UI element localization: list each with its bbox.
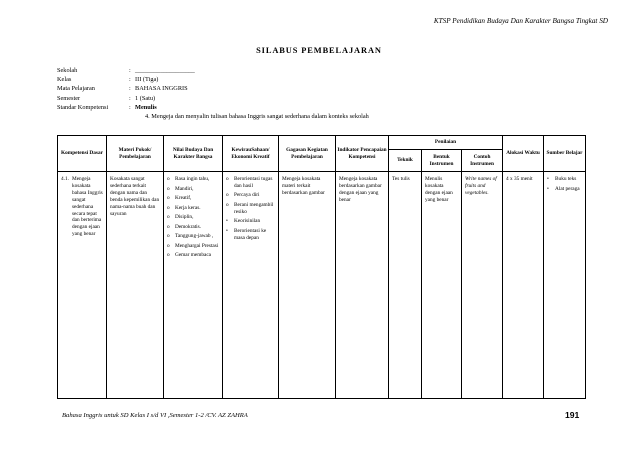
- info-block: [57, 66, 369, 121]
- cell-sumber: [544, 172, 586, 399]
- header-kompetensi-dasar: Kompetensi Dasar: [58, 136, 107, 172]
- info-label: Kelas: [57, 76, 72, 84]
- info-value: III (Tiga): [135, 76, 159, 84]
- cell-bentuk: Menulis kosakata dengan ejaan yang benar: [422, 172, 462, 399]
- kewirausahaan-list: [226, 176, 276, 242]
- info-label: Standar Kompetensi: [57, 103, 109, 111]
- sumber-list: [547, 176, 583, 192]
- list-item: o Kreatif,: [167, 195, 192, 201]
- info-value: 1 (Satu): [135, 94, 156, 102]
- cell-materi: Kosakata sangat sederhana terkait dengan nama dan benda kepemilikan dan nama-nama buah dan sayuran: [107, 172, 164, 399]
- info-mata-pelajaran: Mata Pelajaran : BAHASA INGGRIS: [57, 85, 188, 93]
- header-kewirausahaan: KewirauSahaan/ Ekonomi Kreatif: [223, 136, 279, 172]
- info-kelas: Kelas : III (Tiga): [57, 76, 159, 84]
- header-materi: Materi Pokok/ Pembelajaran: [107, 136, 164, 172]
- list-item: o Disiplin,: [167, 214, 194, 220]
- header-sumber: Sumber Belajar: [544, 136, 586, 172]
- list-item: o Kerja keras.: [167, 204, 201, 211]
- header-gagasan: Gagasan Kegiatan Pembelajaran: [279, 136, 336, 172]
- table-row: [58, 172, 586, 399]
- list-item: o Tanggung-jawab ,: [167, 233, 214, 239]
- list-item: • Buku teks: [547, 176, 577, 182]
- info-value: ___________________: [135, 67, 195, 74]
- info-value: BAHASA INGGRIS: [135, 85, 188, 93]
- kd-text: Mengeja kosakata bahasa Inggris sangat sederhana secara tepat dan berterima dengan ejaan yang benar: [72, 176, 103, 238]
- list-item: o Berani mengambil resiko: [226, 201, 274, 215]
- list-item: o Berorientasi tugas dan hasil: [226, 176, 273, 189]
- cell-teknik: Tes tulis: [389, 172, 422, 399]
- info-sekolah: Sekolah : ___________________: [57, 67, 195, 74]
- info-label: Sekolah: [57, 67, 78, 74]
- cell-gagasan: Mengeja kosakata materi terkait berdasarkan gambar: [279, 172, 336, 399]
- footer-text: Bahasa Inggris untuk SD Kelas I s/d VI ,Semester 1-2 /CV. AZ ZAHRA: [62, 412, 248, 419]
- header-note: KTSP Pendidikan Budaya Dan Karakter Bangsa Tingkat SD: [433, 17, 608, 25]
- table-bottom-border: [58, 398, 586, 399]
- page-number: 191: [565, 410, 580, 420]
- header-teknik: Teknik: [389, 150, 422, 172]
- kd-number: 4.1.: [61, 176, 69, 182]
- header-bentuk: Bentuk Instrumen: [422, 150, 462, 172]
- header-contoh: Contoh Instrumen: [462, 150, 503, 172]
- nilai-list: [167, 176, 220, 259]
- info-label: Semester: [57, 94, 81, 102]
- list-item: • Berorientasi ke masa depan: [226, 227, 267, 241]
- list-item: o Rasa ingin tahu,: [167, 176, 210, 182]
- cell-kompetensi: [58, 172, 107, 399]
- syllabus-table: [57, 135, 586, 399]
- list-item: • Alat peraga: [547, 185, 580, 192]
- list-item: • Keorisinilan: [226, 218, 261, 225]
- cell-indikator: Mengeja kosakata berdasarkan gambar dengan ejaan yang benar: [336, 172, 389, 399]
- list-item: o Menghargai Prestasi: [167, 242, 219, 249]
- list-item: o Gemar membaca: [167, 252, 212, 258]
- list-item: o Demokratis.: [167, 223, 202, 230]
- cell-contoh: Write names of fruits and vegetables.: [462, 172, 503, 399]
- header-nilai: Nilai Budaya Dan Karakter Bangsa: [164, 136, 223, 172]
- info-standar-kompetensi: Standar Kompetensi : Menulis: [57, 103, 157, 111]
- header-alokasi: Alokasi Waktu: [503, 136, 544, 172]
- header-indikator: Indikator Pencapaian Kompetensi: [336, 136, 389, 172]
- cell-nilai: [164, 172, 223, 399]
- standar-detail: 4. Mengeja dan menyalin tulisan bahasa Inggris sangat sederhana dalam konteks sekolah: [145, 113, 369, 121]
- page-title: SILABUS PEMBELAJARAN: [256, 46, 382, 55]
- list-item: o Mandiri,: [167, 185, 194, 192]
- list-item: o Percaya diri: [226, 192, 260, 199]
- info-label: Mata Pelajaran: [57, 85, 95, 93]
- cell-alokasi: 4 x 35 menit: [503, 172, 544, 399]
- cell-kewirausahaan: [223, 172, 279, 399]
- info-value: Menulis: [135, 103, 157, 111]
- header-penilaian: Penilaian: [389, 136, 503, 150]
- info-semester: Semester : 1 (Satu): [57, 94, 156, 102]
